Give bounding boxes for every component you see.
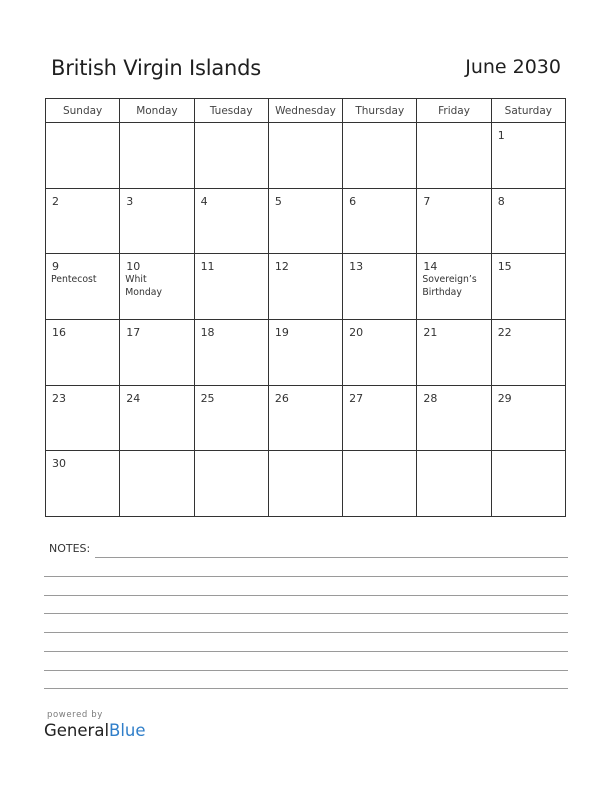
day-number: 9 <box>52 260 59 274</box>
day-cell <box>417 254 491 320</box>
day-cell <box>417 319 491 385</box>
day-number: 15 <box>497 260 512 274</box>
day-number: 24 <box>126 391 141 405</box>
day-cell <box>343 123 417 189</box>
day-cell <box>343 254 417 320</box>
day-cell <box>268 254 342 320</box>
notes-line <box>44 670 568 671</box>
calendar-title: British Virgin Islands <box>51 56 262 80</box>
day-cell <box>120 385 194 451</box>
weekday-header: Thursday <box>343 99 417 123</box>
day-cell <box>491 451 565 517</box>
day-cell <box>46 451 120 517</box>
day-cell <box>120 451 194 517</box>
week-row <box>46 319 566 385</box>
weekday-header: Monday <box>120 99 194 123</box>
weekday-header: Wednesday <box>268 99 342 123</box>
notes-line <box>44 651 568 652</box>
day-cell <box>343 319 417 385</box>
day-number: 26 <box>274 391 289 405</box>
day-number: 3 <box>126 194 134 208</box>
day-cell <box>491 385 565 451</box>
day-number: 18 <box>200 325 215 339</box>
day-cell <box>417 188 491 254</box>
notes-line <box>44 688 568 689</box>
day-cell <box>268 451 342 517</box>
day-number: 19 <box>274 325 289 339</box>
day-number: 13 <box>349 260 364 274</box>
calendar-month: June 2030 <box>465 56 561 78</box>
day-cell <box>343 451 417 517</box>
notes-line <box>44 595 568 596</box>
day-cell <box>417 385 491 451</box>
day-cell <box>491 188 565 254</box>
day-cell <box>343 385 417 451</box>
day-number: 16 <box>52 325 66 339</box>
day-cell <box>46 188 120 254</box>
day-number: 12 <box>274 260 289 274</box>
brand-logo[interactable] <box>44 721 146 740</box>
day-number: 28 <box>423 391 438 405</box>
notes-line <box>44 576 568 577</box>
day-number: 25 <box>200 391 215 405</box>
weekday-header: Saturday <box>491 99 565 123</box>
day-number: 30 <box>52 457 66 471</box>
notes-line <box>95 557 568 558</box>
weekday-header: Friday <box>417 99 491 123</box>
day-number: 14 <box>423 260 438 274</box>
day-number: 5 <box>274 194 282 208</box>
day-number: 11 <box>200 260 215 274</box>
notes-line <box>44 632 568 633</box>
day-cell <box>268 188 342 254</box>
day-cell <box>268 319 342 385</box>
day-number: 4 <box>200 194 208 208</box>
day-cell <box>268 385 342 451</box>
week-row <box>46 188 566 254</box>
brand-logo-part2: Blue <box>109 721 146 740</box>
day-number: 20 <box>349 325 364 339</box>
week-row <box>46 254 566 320</box>
day-cell <box>120 188 194 254</box>
day-cell <box>46 254 120 320</box>
day-cell <box>120 254 194 320</box>
weekday-header: Tuesday <box>194 99 268 123</box>
day-cell <box>194 319 268 385</box>
day-number: 7 <box>423 194 431 208</box>
day-number: 6 <box>349 194 357 208</box>
holiday-label: Sovereign’s Birthday <box>422 274 477 299</box>
day-cell <box>491 123 565 189</box>
day-cell <box>46 123 120 189</box>
day-number: 17 <box>126 325 141 339</box>
holiday-label: Whit Monday <box>125 274 162 299</box>
day-cell <box>194 451 268 517</box>
day-cell <box>268 123 342 189</box>
week-row <box>46 123 566 189</box>
calendar-grid <box>45 98 566 517</box>
week-row <box>46 385 566 451</box>
weekday-header: Sunday <box>46 99 120 123</box>
day-cell <box>491 319 565 385</box>
day-cell <box>194 188 268 254</box>
day-cell <box>491 254 565 320</box>
day-number: 10 <box>126 260 141 274</box>
day-cell <box>120 123 194 189</box>
week-row <box>46 451 566 517</box>
day-number: 2 <box>52 194 59 208</box>
day-number: 8 <box>497 194 505 208</box>
day-number: 27 <box>349 391 364 405</box>
brand-logo-part1: General <box>44 721 110 740</box>
notes-line <box>44 613 568 614</box>
day-cell <box>194 385 268 451</box>
day-cell <box>46 385 120 451</box>
powered-by-text: powered by <box>47 710 103 720</box>
day-cell <box>343 188 417 254</box>
day-number: 22 <box>497 325 512 339</box>
day-cell <box>194 123 268 189</box>
weekday-header-row <box>46 99 566 123</box>
day-number: 21 <box>423 325 438 339</box>
day-cell <box>417 451 491 517</box>
day-cell <box>417 123 491 189</box>
day-cell <box>120 319 194 385</box>
notes-label: NOTES: <box>49 542 91 555</box>
day-cell <box>46 319 120 385</box>
day-number: 23 <box>52 391 66 405</box>
day-number: 29 <box>497 391 512 405</box>
day-number: 1 <box>497 129 505 142</box>
day-cell <box>194 254 268 320</box>
holiday-label: Pentecost <box>51 274 97 286</box>
